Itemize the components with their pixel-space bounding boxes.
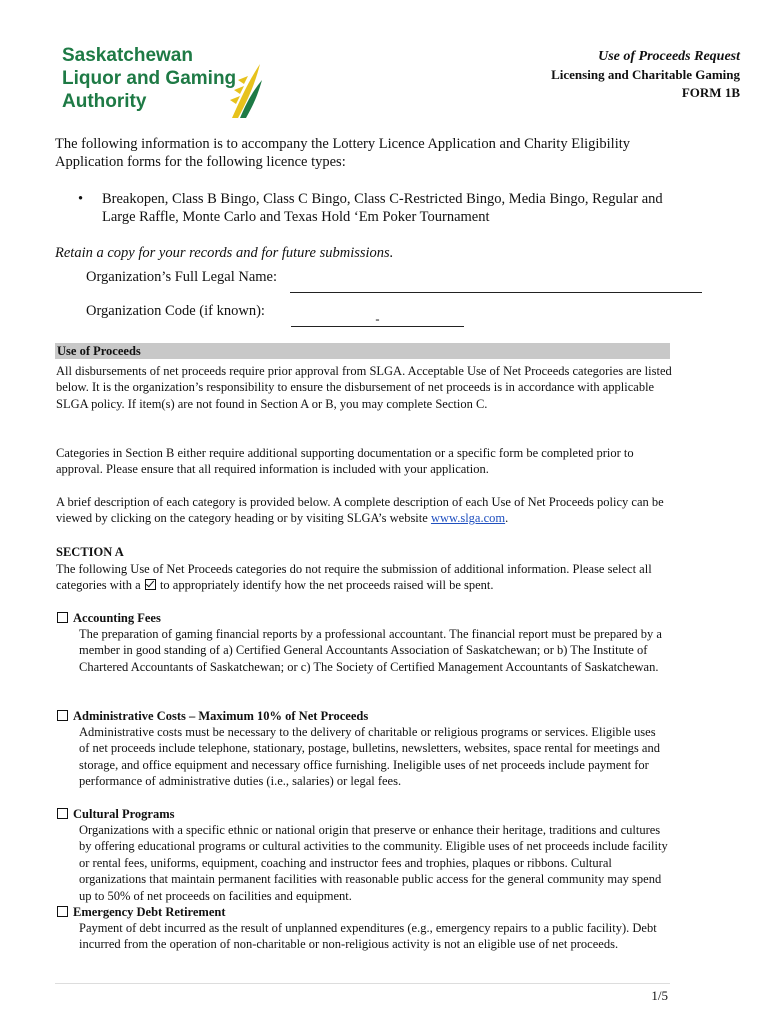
org-code-value: - [375, 312, 380, 326]
use-of-proceeds-heading: Use of Proceeds [55, 343, 670, 359]
org-code-field[interactable] [291, 310, 464, 326]
legal-name-field[interactable] [290, 276, 702, 292]
use-of-proceeds-para-1: All disbursements of net proceeds require prior approval from SLGA. Acceptable Use of Net Proceeds categories are listed below. It is the organization’s responsibility to ensure the disbursement of net proceeds is in accordance with applicable SLGA policy. If item(s) are not found in Section A or B, you may complete Section C. [56, 364, 672, 411]
slga-logo [62, 44, 252, 113]
form-title: Use of Proceeds Request [598, 49, 740, 64]
section-a-intro [56, 561, 674, 594]
logo-line-2: Liquor and Gaming [62, 68, 237, 89]
category-accounting-fees [57, 610, 161, 626]
section-a-intro-end: to appropriately identify how the net proceeds raised will be spent. [156, 578, 494, 593]
list-item: Breakopen, Class B Bingo, Class C Bingo, Class C-Restricted Bingo, Media Bingo, Regular and Large Raffle, Monte Carlo and Texas Hold ‘Em Poker Tournament [102, 191, 663, 225]
para-3-text: A brief description of each category is provided below. A complete description of each Use of Net Proceeds policy can be viewed by clicking on the category heading or by visiting SLGA’s website [56, 495, 664, 526]
section-a-heading: SECTION A [56, 545, 124, 559]
form-number: FORM 1B [681, 85, 740, 100]
category-title[interactable]: Emergency Debt Retirement [73, 905, 226, 919]
checked-box-icon [145, 579, 156, 590]
category-emergency-debt-retirement [57, 904, 226, 920]
category-administrative-costs [57, 708, 368, 724]
category-description: Payment of debt incurred as the result of unplanned expenditures (e.g., emergency repairs to a public facility). Debt incurred from the operation of non-charitable or non-religious activity is not an eligible use of net proceeds. [79, 921, 657, 952]
legal-name-underline [290, 292, 702, 293]
category-description: Administrative costs must be necessary to the delivery of charitable or religious programs or services. Eligible uses of net proceeds include telephone, stationary, postage, bulletins, newsletters, websites, space rental for meetings and storage, and office equipment and necessary office furnishing. Ineligible uses of net proceeds include payment for performance of administrative duties (i.e., salaries) or legal fees. [79, 725, 660, 789]
category-cultural-programs [57, 806, 175, 822]
retain-note: Retain a copy for your records and for future submissions. [55, 245, 394, 261]
form-header [551, 48, 740, 102]
bullet-icon: • [78, 191, 84, 207]
wheat-stalk-logo-icon [226, 60, 266, 120]
use-of-proceeds-para-2: Categories in Section B either require additional supporting documentation or a specific form be completed prior to approval. Please ensure that all required information is included with your application. [56, 446, 634, 477]
emergency-debt-retirement-checkbox[interactable] [57, 906, 68, 917]
accounting-fees-checkbox[interactable] [57, 612, 68, 623]
footer-divider [55, 983, 670, 984]
intro-paragraph: The following information is to accompany the Lottery Licence Application and Charity Eligibility Application forms for the following licence types: [55, 136, 631, 170]
use-of-proceeds-para-3 [56, 494, 674, 527]
page-number: 1/5 [651, 988, 668, 1003]
category-description: The preparation of gaming financial reports by a professional accountant. The financial report must be prepared by a member in good standing of a) Certified General Accountants Association of Saskatchewan; or b) The Institute of Chartered Accountants of Saskatchewan; or c) The Society of Certified Management Accountants of Saskatchewan. [79, 627, 662, 674]
category-title[interactable]: Cultural Programs [73, 807, 175, 821]
category-description: Organizations with a specific ethnic or national origin that preserve or enhance their heritage, traditions and cultures by offering educational programs or cultural activities to the community. Eligible uses of net proceeds include facility or rental fees, uniforms, equipment, coaching and instructor fees and trophies, plaques or ribbons. Cultural organizations that maintain permanent facilities with reasonable public access for the general community may spend up to 50% of net proceeds on facilities and equipment. [79, 823, 668, 903]
logo-line-1: Saskatchewan [62, 45, 193, 66]
cultural-programs-checkbox[interactable] [57, 808, 68, 819]
form-subtitle: Licensing and Charitable Gaming [551, 67, 740, 82]
slga-website-link[interactable]: www.slga.com [430, 511, 506, 526]
org-code-underline [291, 326, 464, 327]
administrative-costs-checkbox[interactable] [57, 710, 68, 721]
category-title[interactable]: Administrative Costs – Maximum 10% of Net Proceeds [73, 709, 369, 723]
legal-name-label: Organization’s Full Legal Name: [86, 269, 278, 285]
logo-line-3: Authority [62, 91, 147, 112]
section-a-intro-text: The following Use of Net Proceeds categories do not require the submission of additional information. Please select all categories with a [56, 562, 652, 593]
category-title[interactable]: Accounting Fees [73, 611, 161, 625]
para-3-end: . [505, 511, 509, 526]
org-code-label: Organization Code (if known): [86, 303, 265, 319]
